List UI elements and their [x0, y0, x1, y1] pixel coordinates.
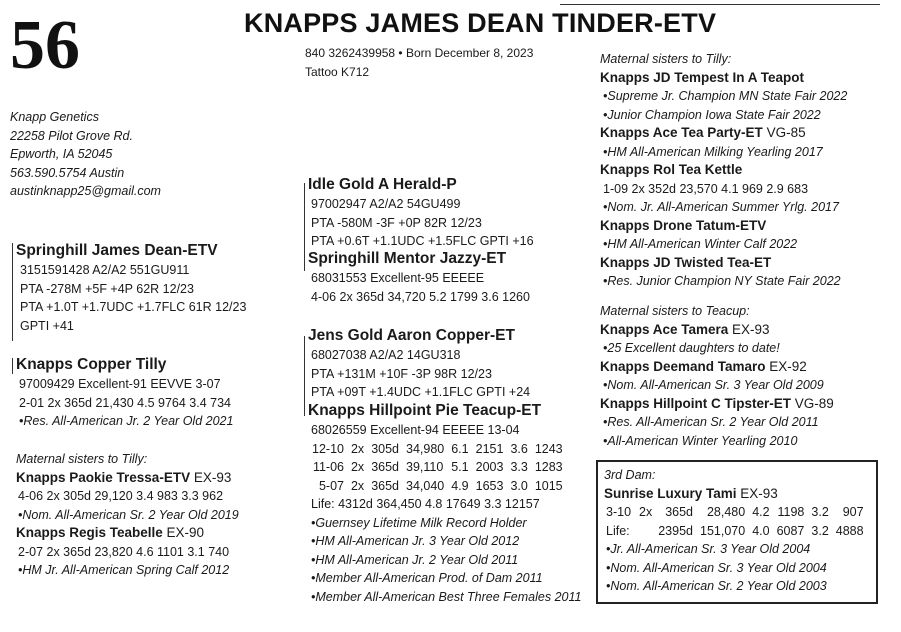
top-rule: [560, 4, 880, 5]
sister-name: Knapps Hillpoint C Tipster-ET VG-89: [600, 395, 834, 411]
dam-sire-line: PTA +09T +1.4UDC +1.1FLC GPTI +24: [311, 385, 531, 399]
sister-honor: •Nom. All-American Sr. 3 Year Old 2009: [603, 378, 824, 392]
sister-honor: •HM Jr. All-American Spring Calf 2012: [18, 563, 230, 577]
third-dam-block: [604, 466, 864, 596]
breeder-email: austinknapp25@gmail.com: [10, 184, 161, 198]
third-dam-name: Sunrise Luxury Tami EX-93: [604, 485, 778, 501]
sire-sire-line: PTA -580M -3F +0P 82R 12/23: [311, 215, 482, 230]
sister-name: Knapps JD Twisted Tea-ET: [600, 254, 772, 270]
breeder-line: 563.590.5754 Austin: [10, 165, 125, 180]
dam-honor: •Res. All-American Jr. 2 Year Old 2021: [19, 414, 234, 428]
dam-dam-name: Knapps Hillpoint Pie Teacup-ET: [308, 402, 542, 419]
sister-name: Knapps Paokie Tressa-ETV EX-93: [16, 469, 232, 485]
sister-record: 4-06 2x 305d 29,120 3.4 983 3.3 962: [18, 489, 224, 503]
registration-info: [305, 44, 533, 82]
sister-honor: •Nom. All-American Sr. 2 Year Old 2019: [18, 507, 239, 522]
dam-dam-records: [312, 440, 563, 496]
dam-sire-block: [308, 326, 530, 402]
sister-honor: •Supreme Jr. Champion MN State Fair 2022: [603, 89, 848, 103]
sister-name: Knapps Rol Tea Kettle: [600, 162, 743, 177]
sister-honor: •Res. Junior Champion NY State Fair 2022: [603, 274, 841, 288]
sire-dam-name: Springhill Mentor Jazzy-ET: [308, 250, 507, 267]
third-dam-honor: •Nom. All-American Sr. 3 Year Old 2004: [606, 560, 827, 575]
dam-dam-honor: •Guernsey Lifetime Milk Record Holder: [311, 515, 527, 530]
sister-honor: •HM All-American Winter Calf 2022: [603, 237, 798, 251]
animal-name: KNAPPS JAMES DEAN TINDER-ETV: [244, 8, 717, 38]
dam-sire-line: 68027038 A2/A2 14GU318: [311, 348, 461, 362]
dam-dam-line: 68026559 Excellent-94 EEEEE 13-04: [311, 423, 520, 437]
pedigree-line: [12, 358, 13, 374]
dam-dam-honor: •Member All-American Prod. of Dam 2011: [311, 571, 543, 585]
dam-sire-line: PTA +131M +10F -3P 98R 12/23: [311, 366, 492, 381]
sister-name: Knapps Deemand Tamaro EX-92: [600, 358, 807, 374]
record-row: Life: 2395d 151,070 4.0 6087 3.2 4888: [606, 523, 864, 538]
lot-number: 56: [10, 7, 80, 84]
sister-record: 1-09 2x 352d 23,570 4.1 969 2.9 683: [603, 181, 809, 196]
pedigree-line: [304, 183, 305, 271]
sister-name: Knapps Ace Tamera EX-93: [600, 321, 770, 337]
sire-line: PTA -278M +5F +4P 62R 12/23: [20, 281, 194, 296]
third-dam-records: [606, 503, 864, 540]
maternal-sisters-tilly-right: [600, 50, 847, 291]
sire-block: [16, 241, 246, 335]
sister-name: Knapps JD Tempest In A Teapot: [600, 69, 805, 85]
sister-honor: •HM All-American Milking Yearling 2017: [603, 144, 823, 159]
maternal-sisters-tilly-left: [16, 450, 239, 580]
sire-dam-block: [308, 249, 530, 306]
record-row: 12-10 2x 305d 34,980 6.1 2151 3.6 1243: [312, 441, 563, 456]
section-header: Maternal sisters to Teacup:: [600, 304, 750, 318]
breeder-info: [10, 108, 161, 201]
sire-line: GPTI +41: [20, 318, 74, 333]
sire-dam-line: 68031553 Excellent-95 EEEEE: [311, 271, 485, 285]
dam-dam-honor: •HM All-American Jr. 3 Year Old 2012: [311, 534, 520, 548]
maternal-sisters-teacup: [600, 302, 834, 450]
record-row: 11-06 2x 365d 39,110 5.1 2003 3.3 1283: [312, 460, 563, 474]
breeder-line: 22258 Pilot Grove Rd.: [10, 128, 133, 143]
sire-sire-name: Idle Gold A Herald-P: [308, 176, 457, 193]
dam-name: Knapps Copper Tilly: [16, 356, 167, 373]
section-header: 3rd Dam:: [604, 468, 656, 482]
sister-honor: •Res. All-American Sr. 2 Year Old 2011: [603, 415, 819, 429]
sister-name: Knapps Regis Teabelle EX-90: [16, 525, 205, 540]
breeder-line: Epworth, IA 52045: [10, 147, 113, 161]
sire-sire-line: PTA +0.6T +1.1UDC +1.5FLC GPTI +16: [311, 234, 534, 248]
third-dam-honor: •Nom. All-American Sr. 2 Year Old 2003: [606, 579, 827, 593]
sire-line: PTA +1.0T +1.7UDC +1.7FLC 61R 12/23: [20, 300, 247, 314]
dam-sire-name: Jens Gold Aaron Copper-ET: [308, 327, 515, 344]
record-row: 5-07 2x 365d 34,040 4.9 1653 3.0 1015: [318, 478, 563, 493]
sister-honor: •Junior Champion Iowa State Fair 2022: [603, 107, 821, 122]
dam-block: [16, 355, 233, 431]
section-header: Maternal sisters to Tilly:: [600, 52, 732, 66]
tattoo: Tattoo K712: [305, 65, 370, 79]
dam-dam-life: Life: 4312d 364,450 4.8 17649 3.3 12157: [311, 497, 540, 511]
dam-dam-honor: •HM All-American Jr. 2 Year Old 2011: [311, 552, 519, 567]
sire-line: 3151591428 A2/A2 551GU911: [20, 263, 190, 277]
dam-dam-block: [308, 401, 581, 606]
third-dam-honor: •Jr. All-American Sr. 3 Year Old 2004: [606, 542, 811, 556]
dam-line: 2-01 2x 365d 21,430 4.5 9764 3.4 734: [19, 395, 231, 410]
sire-dam-line: 4-06 2x 365d 34,720 5.2 1799 3.6 1260: [311, 289, 530, 304]
id-born: 840 3262439958 • Born December 8, 2023: [305, 46, 534, 60]
sire-sire-line: 97002947 A2/A2 54GU499: [311, 197, 461, 211]
dam-dam-honor: •Member All-American Best Three Females 2011: [311, 589, 582, 604]
sister-honor: •25 Excellent daughters to date!: [603, 341, 780, 355]
sister-honor: •Nom. Jr. All-American Summer Yrlg. 2017: [603, 200, 839, 214]
sister-name: Knapps Ace Tea Party-ET VG-85: [600, 125, 806, 140]
sister-honor: •All-American Winter Yearling 2010: [603, 433, 798, 448]
dam-line: 97009429 Excellent-91 EEVVE 3-07: [19, 377, 221, 391]
sister-record: 2-07 2x 365d 23,820 4.6 1101 3.1 740: [18, 544, 230, 559]
sister-name: Knapps Drone Tatum-ETV: [600, 217, 767, 233]
pedigree-line: [304, 336, 305, 416]
record-row: 3-10 2x 365d 28,480 4.2 1198 3.2 907: [606, 505, 864, 519]
section-header: Maternal sisters to Tilly:: [16, 452, 148, 466]
pedigree-line: [12, 243, 13, 341]
sire-name: Springhill James Dean-ETV: [16, 242, 218, 259]
sire-sire-block: [308, 175, 534, 251]
breeder-line: Knapp Genetics: [10, 110, 99, 124]
